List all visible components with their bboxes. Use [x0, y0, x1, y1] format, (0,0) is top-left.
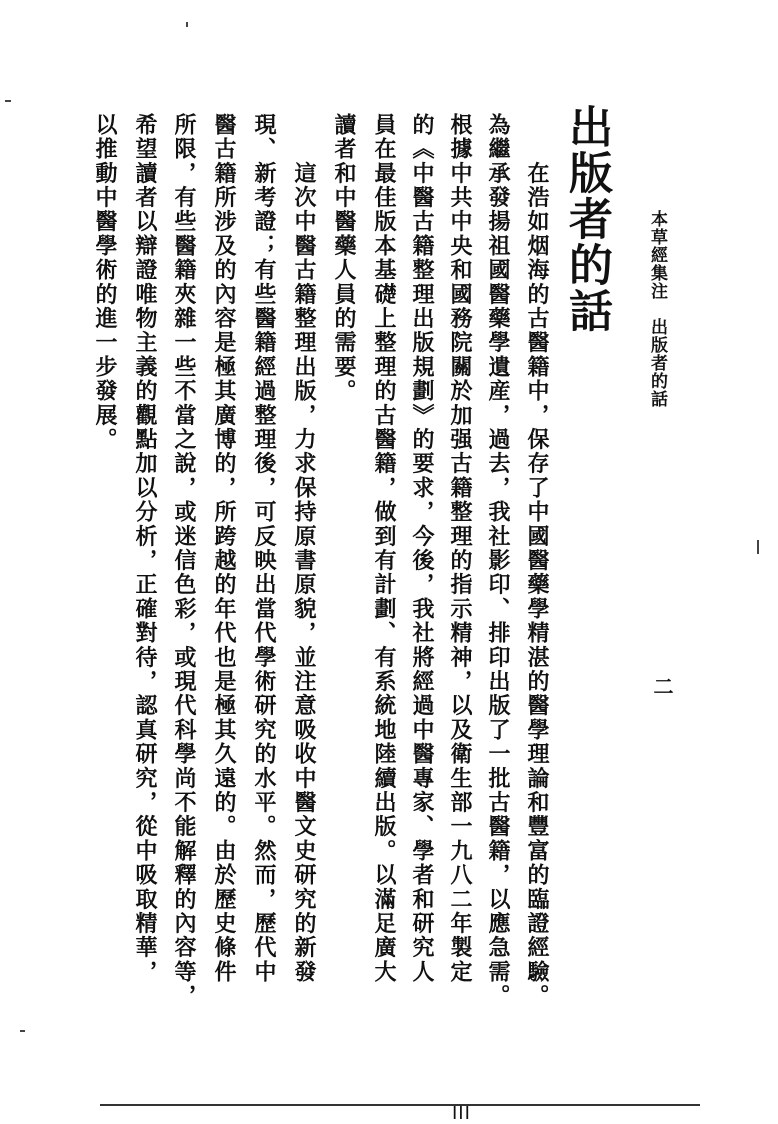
text-column-8: 現、新考證；有些醫籍經過整理後，可反映出當代學術研究的水平。然而，歷代中	[251, 113, 277, 985]
text-column-2: 為繼承發揚祖國醫藥學遺産，過去，我社影印、排印出版了一批古醫籍，以應急需。	[485, 113, 511, 1009]
text-column-12: 以推動中醫學術的進一步發展。	[92, 113, 118, 452]
text-column-11: 希望讀者以辯證唯物主義的觀點加以分析，正確對待，認真研究，從中吸取精華，	[132, 113, 158, 985]
text-column-1: 在浩如烟海的古醫籍中，保存了中國醫藥學精湛的醫學理論和豐富的臨證經驗。	[524, 113, 550, 1009]
bottom-rule	[100, 1104, 700, 1106]
text-column-7: 這次中醫古籍整理出版，力求保持原書原貌，並注意吸收中醫文史研究的新發	[291, 113, 317, 985]
scan-speck	[5, 100, 11, 102]
folio-mark: III	[452, 1103, 471, 1124]
text-column-5: 員在最佳版本基礎上整理的古醫籍，做到有計劃、有系統地陸續出版。以滿足廣大	[371, 113, 397, 985]
text-column-10: 所限，有些醫籍夾雜一些不當之說，或迷信色彩，或現代科學尚不能解釋的內容等，	[171, 113, 197, 1009]
page-title: 出版者的話	[561, 104, 612, 334]
page-number: 二	[650, 676, 674, 696]
scan-speck	[186, 22, 188, 27]
header-book-title: 本草經集注	[647, 210, 667, 300]
running-header	[648, 210, 666, 408]
text-column-4: 的《中醫古籍整理出版規劃》的要求，今後，我社將經過中醫專家、學者和研究人	[409, 113, 435, 985]
text-column-3: 根據中共中央和國務院關於加强古籍整理的指示精神，以及衛生部一九八二年製定	[447, 113, 473, 985]
text-column-9: 醫古籍所涉及的內容是極其廣博的，所跨越的年代也是極其久遠的。由於歷史條件	[211, 113, 237, 985]
text-column-6: 讀者和中醫藥人員的需要。	[331, 113, 357, 404]
header-section-title: 出版者的話	[647, 318, 667, 408]
scan-speck	[20, 1030, 25, 1032]
scan-speck	[757, 540, 759, 554]
